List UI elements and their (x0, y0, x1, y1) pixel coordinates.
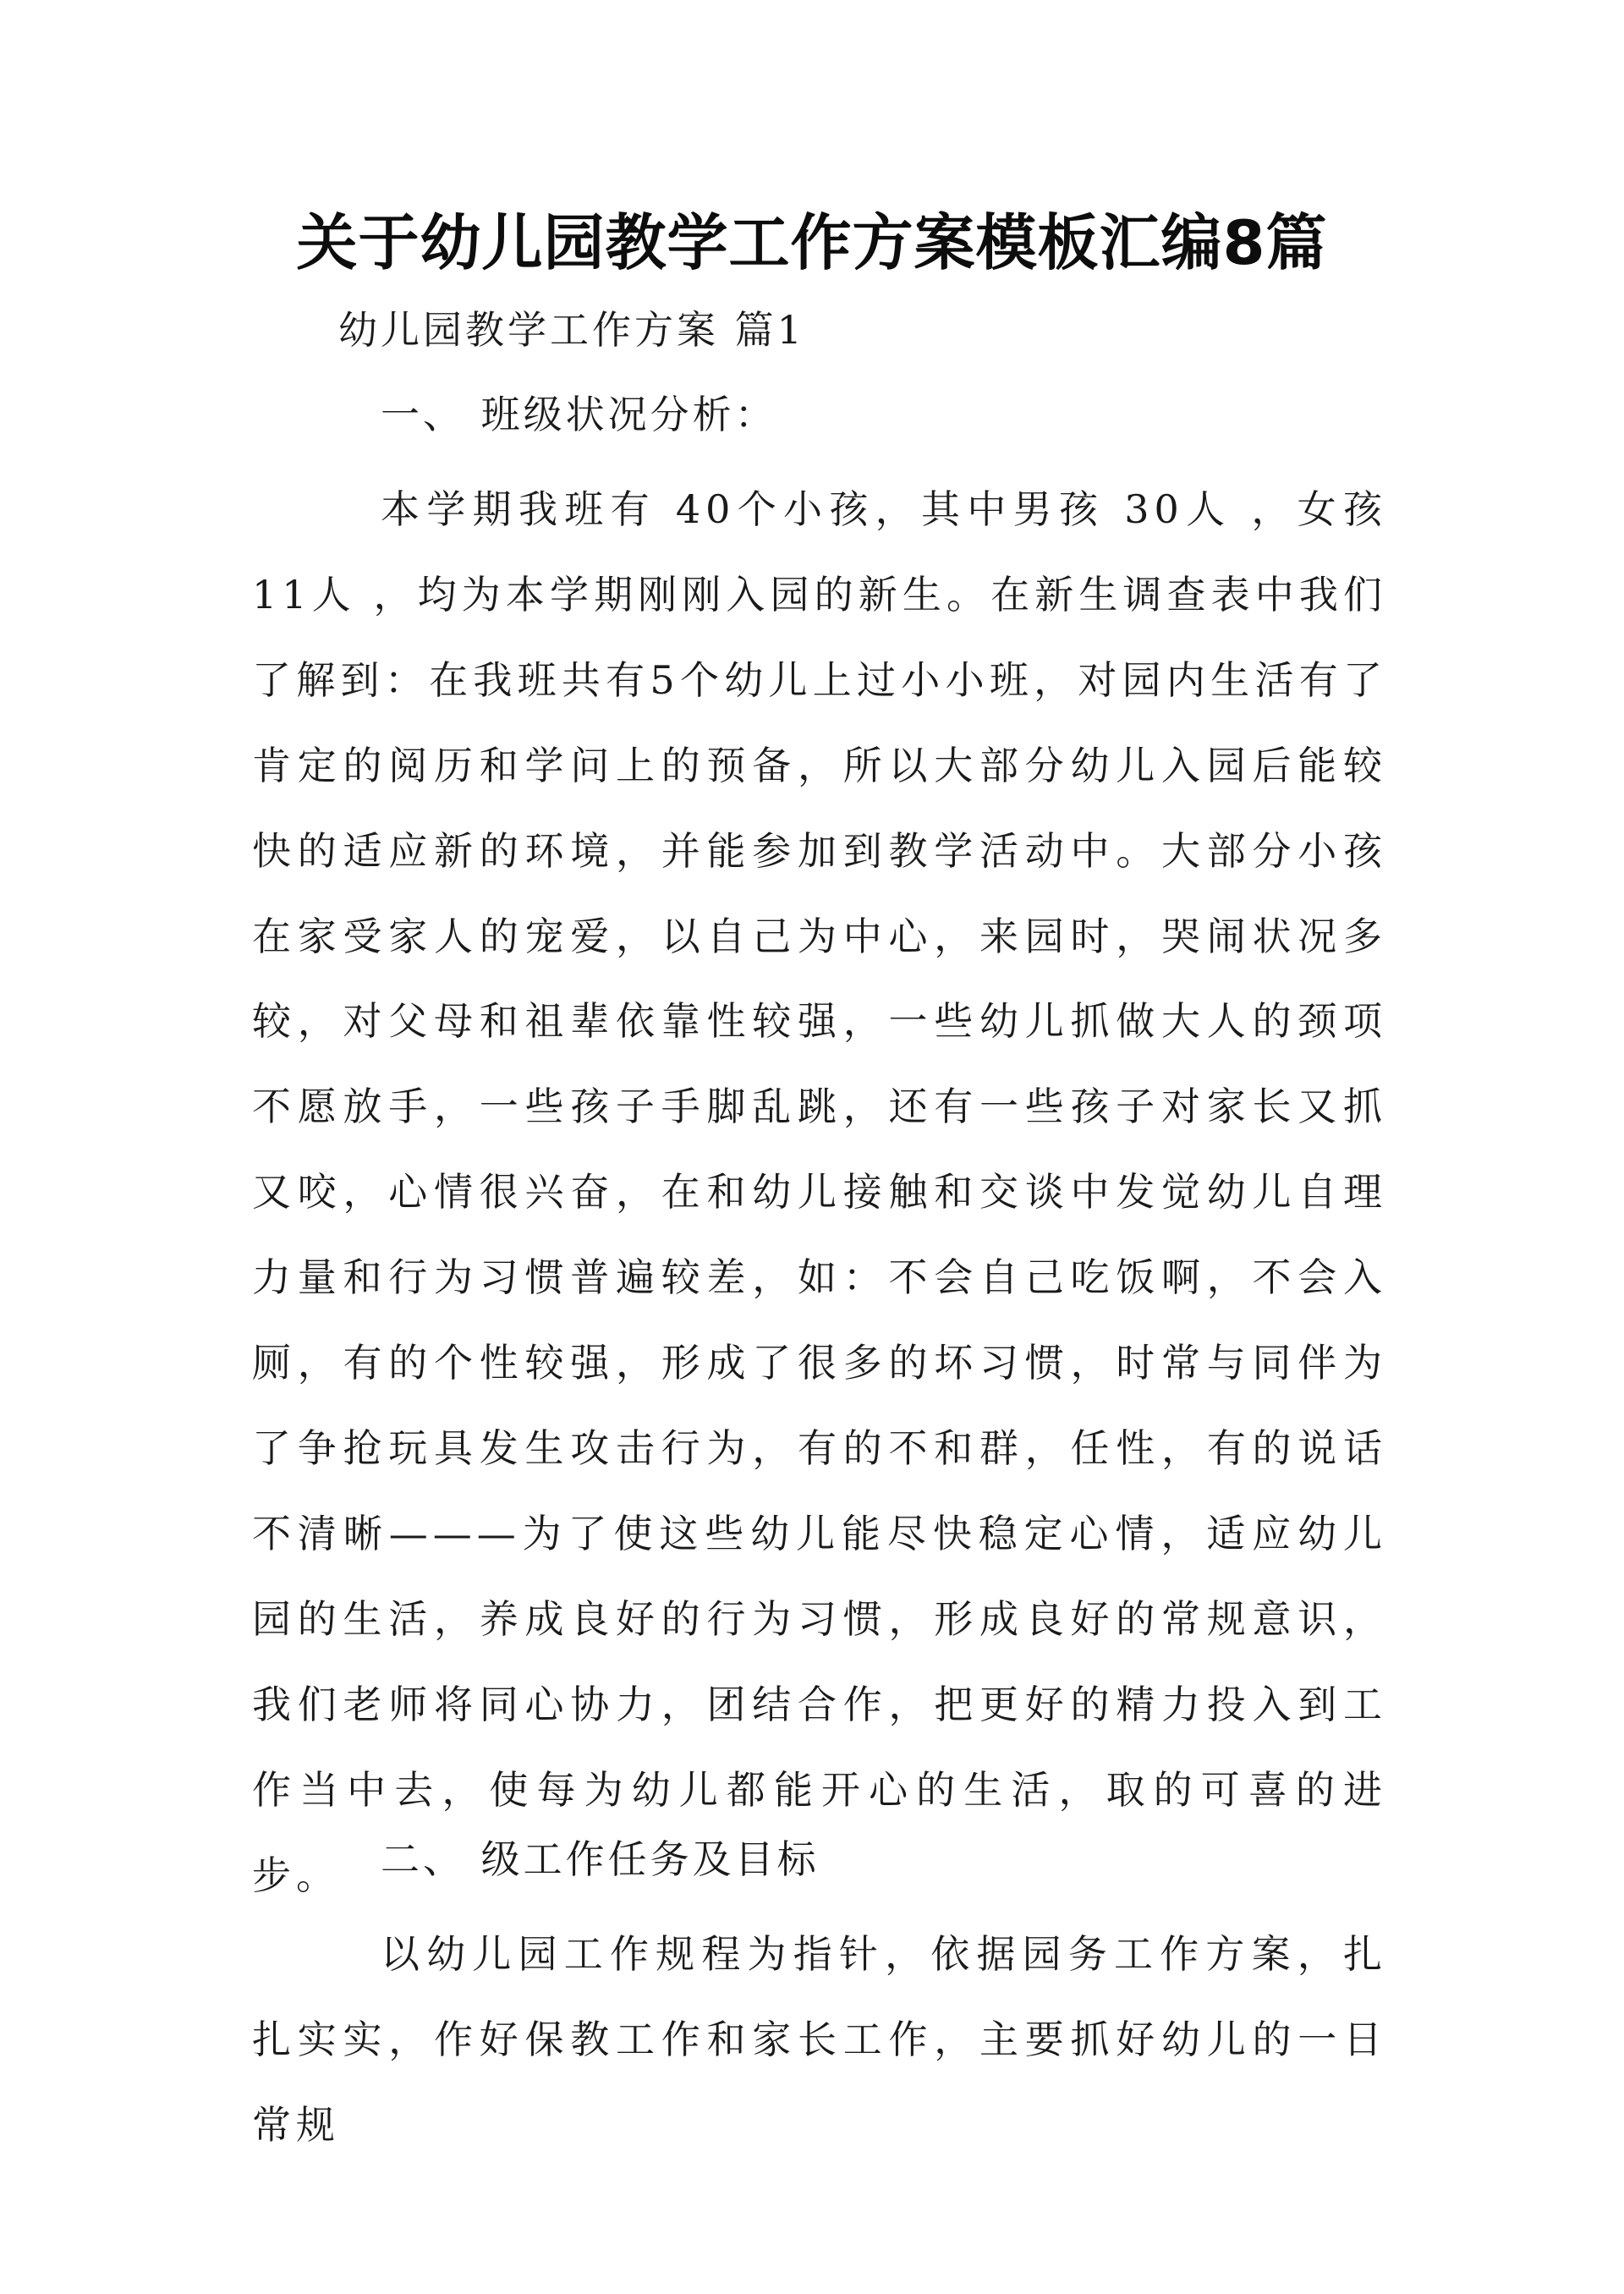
section-heading-work-tasks: 二、 级工作任务及目标 (381, 1836, 820, 1882)
section-heading-class-analysis: 一、 班级状况分析： (381, 392, 777, 437)
document-subtitle: 幼儿园教学工作方案 篇1 (338, 307, 805, 353)
paragraph-work-tasks: 以幼儿园工作规程为指针，依据园务工作方案，扎扎实实，作好保教工作和家长工作，主要抓好幼儿的一日常规 (252, 1931, 1387, 2148)
document-title: 关于幼儿园教学工作方案模板汇编8篇 (296, 207, 1328, 278)
paragraph-class-analysis: 本学期我班有 40个小孩，其中男孩 30人 ，女孩 11人 ，均为本学期刚刚入园的新生。在新生调查表中我们了解到：在我班共有5个幼儿上过小小班，对园内生活有了肯定的阅历和学问上的预备，所以大部分幼儿入园后能较快的适应新的环境，并能参加到教学活动中。大部分小孩在家受家人的宠爱，以自己为中心，来园时，哭闹状况多较，对父母和祖辈依靠性较强，一些幼儿抓做大人的颈项不愿放手，一些孩子手脚乱跳，还有一些孩子对家长又抓又咬，心情很兴奋，在和幼儿接触和交谈中发觉幼儿自理力量和行为习惯普遍较差，如：不会自己吃饭啊，不会入厕，有的个性较强，形成了很多的坏习惯，时常与同伴为了争抢玩具发生攻击行为，有的不和群，任性，有的说话不清晰———为了使这些幼儿能尽快稳定心情，适应幼儿园的生活，养成良好的行为习惯，形成良好的常规意识，我们老师将同心协力，团结合作，把更好的精力投入到工作当中去，使每为幼儿都能开心的生活，取的可喜的进步。 (252, 486, 1387, 1898)
